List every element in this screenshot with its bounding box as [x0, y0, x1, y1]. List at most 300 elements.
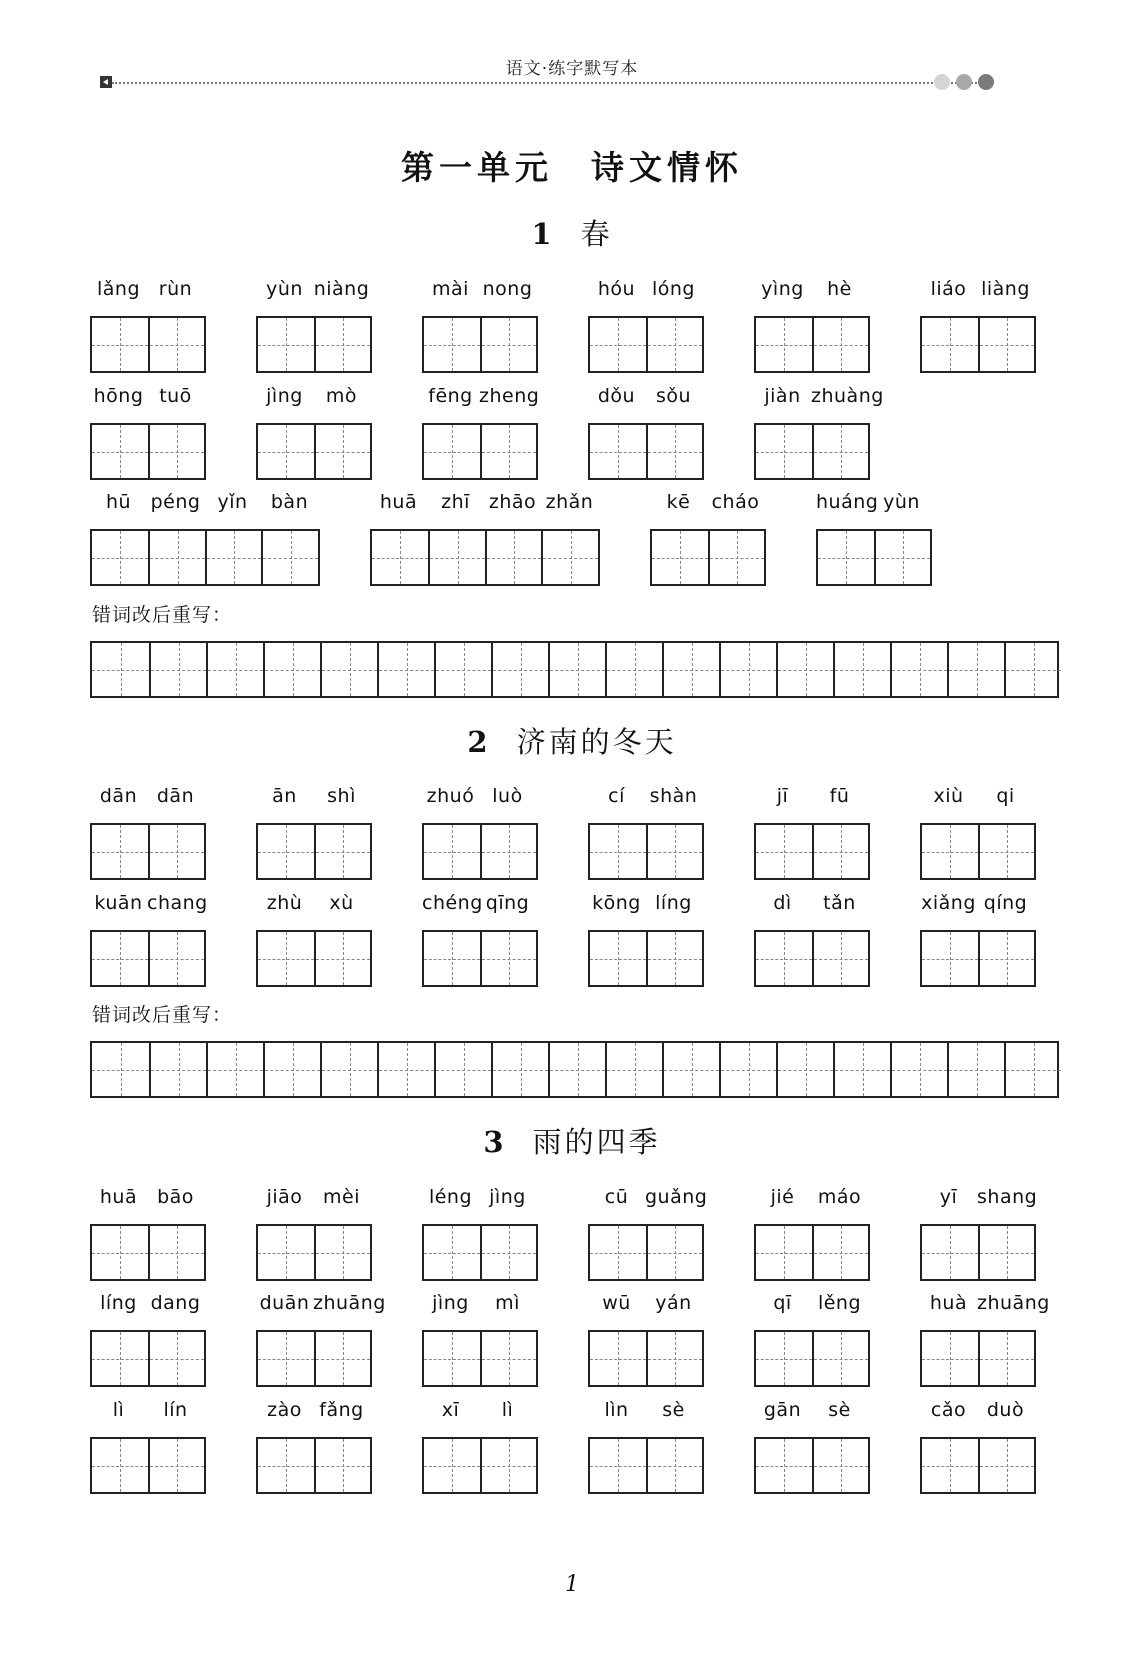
- lesson-title: [0, 720, 1144, 761]
- writing-boxes[interactable]: [588, 423, 704, 480]
- writing-boxes[interactable]: [422, 316, 538, 373]
- writing-boxes[interactable]: [90, 1437, 206, 1494]
- pinyin-group: [754, 1399, 868, 1429]
- writing-cell[interactable]: [148, 318, 204, 371]
- writing-boxes[interactable]: [754, 823, 870, 880]
- writing-cell[interactable]: [491, 643, 548, 696]
- writing-cell[interactable]: [776, 643, 833, 696]
- writing-cell[interactable]: [756, 318, 812, 371]
- pinyin-syllable: fǎng: [319, 1399, 364, 1421]
- writing-boxes[interactable]: [90, 1224, 206, 1281]
- pinyin-group: [90, 491, 318, 521]
- pinyin-group: [754, 785, 868, 815]
- writing-cell[interactable]: [978, 1226, 1034, 1279]
- pinyin-syllable: dān: [99, 785, 138, 807]
- writing-boxes[interactable]: [256, 823, 372, 880]
- writing-boxes[interactable]: [256, 1437, 372, 1494]
- pinyin-syllable: líng: [655, 892, 692, 914]
- writing-cell[interactable]: [756, 932, 812, 985]
- pinyin-group: [754, 278, 868, 308]
- writing-cell[interactable]: [922, 318, 978, 371]
- writing-cell[interactable]: [922, 825, 978, 878]
- writing-cell[interactable]: [314, 1332, 370, 1385]
- writing-cell[interactable]: [148, 1439, 204, 1492]
- writing-cell[interactable]: [978, 825, 1034, 878]
- writing-cell[interactable]: [978, 318, 1034, 371]
- writing-cell[interactable]: [548, 1043, 605, 1096]
- header-title: 语文·练字默写本: [505, 59, 639, 79]
- writing-cell[interactable]: [314, 1439, 370, 1492]
- pinyin-syllable: mài: [432, 278, 469, 300]
- writing-cell[interactable]: [646, 1439, 702, 1492]
- pinyin-syllable: xù: [329, 892, 354, 914]
- writing-cell[interactable]: [480, 825, 536, 878]
- writing-cell[interactable]: [756, 1439, 812, 1492]
- writing-cell[interactable]: [377, 1043, 434, 1096]
- pinyin-group: [920, 1186, 1038, 1216]
- pinyin-group: [920, 892, 1034, 922]
- pinyin-syllable: shì: [327, 785, 356, 807]
- writing-cell[interactable]: [148, 1226, 204, 1279]
- pinyin-syllable: jié: [770, 1186, 795, 1208]
- writing-cell[interactable]: [922, 1332, 978, 1385]
- lesson-name: 雨的四季: [532, 1125, 661, 1159]
- writing-boxes[interactable]: [588, 1437, 704, 1494]
- writing-cell[interactable]: [148, 1332, 204, 1385]
- writing-boxes[interactable]: [422, 423, 538, 480]
- writing-cell[interactable]: [833, 1043, 890, 1096]
- writing-cell[interactable]: [833, 643, 890, 696]
- writing-boxes[interactable]: [256, 316, 372, 373]
- writing-cell[interactable]: [1004, 643, 1061, 696]
- writing-cell[interactable]: [978, 1439, 1034, 1492]
- pinyin-syllable: liàng: [981, 278, 1030, 300]
- pinyin-group: [422, 785, 536, 815]
- pinyin-syllable: ān: [272, 785, 297, 807]
- writing-boxes[interactable]: [650, 529, 766, 586]
- pinyin-syllable: lóng: [651, 278, 695, 300]
- writing-cell[interactable]: [258, 425, 314, 478]
- pinyin-group: [588, 785, 702, 815]
- writing-boxes[interactable]: [588, 1330, 704, 1387]
- writing-cell[interactable]: [263, 643, 320, 696]
- writing-cell[interactable]: [320, 1043, 377, 1096]
- writing-boxes[interactable]: [256, 1224, 372, 1281]
- writing-cell[interactable]: [491, 1043, 548, 1096]
- writing-cell[interactable]: [424, 932, 480, 985]
- writing-cell[interactable]: [548, 643, 605, 696]
- pinyin-syllable: sè: [828, 1399, 851, 1421]
- writing-cell[interactable]: [320, 643, 377, 696]
- pinyin-group: [920, 1399, 1034, 1429]
- writing-boxes[interactable]: [90, 529, 320, 586]
- writing-cell[interactable]: [314, 1226, 370, 1279]
- writing-cell[interactable]: [978, 932, 1034, 985]
- writing-cell[interactable]: [646, 825, 702, 878]
- pinyin-group: [588, 385, 702, 415]
- writing-cell[interactable]: [590, 1332, 646, 1385]
- writing-cell[interactable]: [708, 531, 764, 584]
- correction-writing-row[interactable]: [90, 641, 1059, 698]
- writing-boxes[interactable]: [90, 823, 206, 880]
- pinyin-syllable: zhǎn: [545, 491, 594, 513]
- writing-boxes[interactable]: [588, 1224, 704, 1281]
- writing-cell[interactable]: [922, 1439, 978, 1492]
- writing-cell[interactable]: [149, 1043, 206, 1096]
- writing-cell[interactable]: [812, 932, 868, 985]
- pinyin-syllable: líng: [100, 1292, 137, 1314]
- pinyin-group: [422, 278, 536, 308]
- writing-cell[interactable]: [205, 531, 262, 584]
- writing-cell[interactable]: [590, 1439, 646, 1492]
- pinyin-syllable: chang: [147, 892, 208, 914]
- writing-cell[interactable]: [424, 425, 480, 478]
- pinyin-group: [754, 385, 884, 415]
- back-arrow-icon[interactable]: [100, 76, 112, 88]
- lesson-title: [0, 212, 1144, 253]
- writing-cell[interactable]: [541, 531, 598, 584]
- writing-boxes[interactable]: [816, 529, 932, 586]
- writing-cell[interactable]: [646, 1226, 702, 1279]
- writing-cell[interactable]: [92, 1439, 148, 1492]
- writing-cell[interactable]: [258, 1332, 314, 1385]
- writing-cell[interactable]: [812, 1226, 868, 1279]
- pinyin-syllable: zhāo: [488, 491, 537, 513]
- lesson-number: 2: [467, 725, 491, 759]
- pinyin-syllable: dì: [773, 892, 792, 914]
- pinyin-group: [256, 385, 370, 415]
- writing-cell[interactable]: [148, 825, 204, 878]
- writing-cell[interactable]: [756, 825, 812, 878]
- pinyin-group: [588, 1399, 702, 1429]
- pinyin-syllable: hè: [827, 278, 852, 300]
- writing-cell[interactable]: [149, 643, 206, 696]
- writing-cell[interactable]: [148, 531, 205, 584]
- writing-cell[interactable]: [890, 1043, 947, 1096]
- pinyin-syllable: lì: [112, 1399, 125, 1421]
- writing-cell[interactable]: [258, 932, 314, 985]
- writing-cell[interactable]: [756, 1226, 812, 1279]
- pinyin-syllable: tuō: [159, 385, 192, 407]
- writing-cell[interactable]: [92, 643, 149, 696]
- pinyin-syllable: wū: [602, 1292, 631, 1314]
- pinyin-syllable: mì: [495, 1292, 520, 1314]
- pinyin-syllable: tǎn: [823, 892, 856, 914]
- pinyin-syllable: luò: [492, 785, 523, 807]
- writing-cell[interactable]: [372, 531, 428, 584]
- writing-boxes[interactable]: [90, 423, 206, 480]
- header-dot-light: [934, 74, 950, 90]
- pinyin-syllable: lín: [163, 1399, 188, 1421]
- pinyin-syllable: huā: [99, 1186, 138, 1208]
- writing-boxes[interactable]: [754, 1437, 870, 1494]
- writing-cell[interactable]: [258, 1439, 314, 1492]
- writing-boxes[interactable]: [754, 1330, 870, 1387]
- writing-cell[interactable]: [314, 318, 370, 371]
- correction-label: 错词改后重写：: [92, 1004, 233, 1026]
- writing-cell[interactable]: [1004, 1043, 1061, 1096]
- pinyin-group: [422, 1186, 536, 1216]
- writing-cell[interactable]: [818, 531, 874, 584]
- writing-cell[interactable]: [424, 1439, 480, 1492]
- pinyin-syllable: máo: [817, 1186, 862, 1208]
- writing-cell[interactable]: [92, 1332, 148, 1385]
- pinyin-group: [422, 892, 536, 922]
- pinyin-syllable: sǒu: [655, 385, 692, 407]
- writing-cell[interactable]: [719, 643, 776, 696]
- pinyin-syllable: hóu: [597, 278, 636, 300]
- writing-cell[interactable]: [756, 1332, 812, 1385]
- writing-boxes[interactable]: [90, 930, 206, 987]
- page-number: 1: [565, 1572, 579, 1597]
- pinyin-syllable: xī: [441, 1399, 460, 1421]
- writing-cell[interactable]: [480, 318, 536, 371]
- writing-cell[interactable]: [812, 1332, 868, 1385]
- writing-cell[interactable]: [258, 318, 314, 371]
- writing-cell[interactable]: [314, 825, 370, 878]
- pinyin-syllable: shàn: [649, 785, 698, 807]
- writing-cell[interactable]: [258, 825, 314, 878]
- pinyin-syllable: cǎo: [930, 1399, 967, 1421]
- pinyin-syllable: fēng: [428, 385, 473, 407]
- writing-cell[interactable]: [261, 531, 318, 584]
- writing-cell[interactable]: [646, 1332, 702, 1385]
- pinyin-group: [256, 1399, 370, 1429]
- writing-cell[interactable]: [605, 643, 662, 696]
- writing-cell[interactable]: [480, 1332, 536, 1385]
- pinyin-syllable: liáo: [930, 278, 967, 300]
- writing-boxes[interactable]: [920, 1330, 1036, 1387]
- writing-boxes[interactable]: [920, 823, 1036, 880]
- writing-cell[interactable]: [590, 425, 646, 478]
- writing-cell[interactable]: [148, 425, 204, 478]
- writing-cell[interactable]: [922, 1226, 978, 1279]
- pinyin-syllable: dān: [156, 785, 195, 807]
- writing-cell[interactable]: [874, 531, 930, 584]
- writing-cell[interactable]: [92, 1043, 149, 1096]
- writing-cell[interactable]: [812, 318, 868, 371]
- pinyin-syllable: lǎng: [96, 278, 141, 300]
- pinyin-group: [754, 892, 868, 922]
- writing-cell[interactable]: [258, 1226, 314, 1279]
- writing-cell[interactable]: [434, 1043, 491, 1096]
- writing-cell[interactable]: [485, 531, 542, 584]
- pinyin-syllable: xiǎng: [921, 892, 976, 914]
- writing-boxes[interactable]: [588, 823, 704, 880]
- writing-cell[interactable]: [263, 1043, 320, 1096]
- correction-writing-row[interactable]: [90, 1041, 1059, 1098]
- writing-boxes[interactable]: [920, 1437, 1036, 1494]
- writing-cell[interactable]: [590, 825, 646, 878]
- pinyin-group: [90, 892, 208, 922]
- writing-cell[interactable]: [978, 1332, 1034, 1385]
- writing-cell[interactable]: [424, 318, 480, 371]
- writing-cell[interactable]: [662, 643, 719, 696]
- pinyin-syllable: dang: [150, 1292, 201, 1314]
- pinyin-group: [256, 278, 370, 308]
- writing-boxes[interactable]: [920, 930, 1036, 987]
- pinyin-syllable: qīng: [485, 892, 530, 914]
- writing-cell[interactable]: [719, 1043, 776, 1096]
- pinyin-group: [754, 1186, 868, 1216]
- pinyin-syllable: hōng: [93, 385, 144, 407]
- pinyin-syllable: mò: [325, 385, 358, 407]
- writing-cell[interactable]: [92, 531, 148, 584]
- pinyin-group: [920, 1292, 1050, 1322]
- pinyin-group: [920, 278, 1034, 308]
- writing-cell[interactable]: [776, 1043, 833, 1096]
- writing-boxes[interactable]: [422, 1330, 538, 1387]
- pinyin-syllable: jìng: [489, 1186, 526, 1208]
- writing-cell[interactable]: [428, 531, 485, 584]
- writing-cell[interactable]: [148, 932, 204, 985]
- writing-boxes[interactable]: [920, 1224, 1036, 1281]
- writing-cell[interactable]: [812, 425, 868, 478]
- writing-cell[interactable]: [206, 643, 263, 696]
- pinyin-syllable: guǎng: [645, 1186, 708, 1208]
- writing-boxes[interactable]: [90, 1330, 206, 1387]
- pinyin-syllable: lìn: [604, 1399, 629, 1421]
- writing-cell[interactable]: [590, 318, 646, 371]
- pinyin-syllable: lěng: [817, 1292, 862, 1314]
- writing-boxes[interactable]: [422, 930, 538, 987]
- pinyin-syllable: kē: [666, 491, 691, 513]
- writing-boxes[interactable]: [256, 423, 372, 480]
- writing-cell[interactable]: [947, 643, 1004, 696]
- pinyin-group: [816, 491, 930, 521]
- writing-cell[interactable]: [756, 425, 812, 478]
- writing-cell[interactable]: [812, 825, 868, 878]
- writing-cell[interactable]: [480, 425, 536, 478]
- pinyin-syllable: bāo: [157, 1186, 194, 1208]
- pinyin-group: [754, 1292, 868, 1322]
- pinyin-syllable: duān: [259, 1292, 310, 1314]
- writing-cell[interactable]: [377, 643, 434, 696]
- pinyin-group: [422, 1399, 536, 1429]
- pinyin-syllable: kuān: [94, 892, 143, 914]
- writing-cell[interactable]: [662, 1043, 719, 1096]
- writing-cell[interactable]: [424, 1226, 480, 1279]
- lesson-title: [0, 1120, 1144, 1161]
- pinyin-syllable: dǒu: [597, 385, 636, 407]
- pinyin-syllable: zheng: [479, 385, 540, 407]
- pinyin-group: [90, 1186, 204, 1216]
- pinyin-syllable: yìng: [761, 278, 804, 300]
- pinyin-syllable: shang: [977, 1186, 1038, 1208]
- pinyin-syllable: huáng: [816, 491, 879, 513]
- pinyin-syllable: nong: [482, 278, 533, 300]
- pinyin-group: [90, 785, 204, 815]
- writing-cell[interactable]: [652, 531, 708, 584]
- writing-cell[interactable]: [206, 1043, 263, 1096]
- unit-title: 第一单元 诗文情怀: [401, 148, 743, 187]
- pinyin-syllable: cháo: [711, 491, 760, 513]
- writing-cell[interactable]: [92, 425, 148, 478]
- pinyin-group: [588, 892, 702, 922]
- writing-boxes[interactable]: [422, 823, 538, 880]
- pinyin-syllable: yán: [655, 1292, 692, 1314]
- writing-cell[interactable]: [480, 1439, 536, 1492]
- pinyin-group: [90, 1292, 204, 1322]
- pinyin-syllable: niàng: [313, 278, 370, 300]
- pinyin-group: [90, 385, 204, 415]
- writing-cell[interactable]: [424, 825, 480, 878]
- writing-boxes[interactable]: [754, 423, 870, 480]
- writing-cell[interactable]: [922, 932, 978, 985]
- writing-cell[interactable]: [314, 425, 370, 478]
- writing-boxes[interactable]: [754, 930, 870, 987]
- writing-cell[interactable]: [480, 1226, 536, 1279]
- pinyin-group: [256, 1292, 386, 1322]
- pinyin-syllable: rùn: [158, 278, 193, 300]
- pinyin-syllable: zào: [267, 1399, 302, 1421]
- pinyin-syllable: bàn: [270, 491, 309, 513]
- pinyin-syllable: léng: [428, 1186, 473, 1208]
- lesson-number: 3: [483, 1125, 507, 1159]
- pinyin-syllable: xiù: [933, 785, 964, 807]
- writing-cell[interactable]: [434, 643, 491, 696]
- pinyin-group: [920, 785, 1034, 815]
- pinyin-syllable: sè: [662, 1399, 685, 1421]
- pinyin-group: [90, 278, 204, 308]
- pinyin-syllable: huā: [379, 491, 418, 513]
- writing-cell[interactable]: [947, 1043, 1004, 1096]
- pinyin-syllable: cí: [608, 785, 625, 807]
- writing-boxes[interactable]: [256, 930, 372, 987]
- writing-cell[interactable]: [92, 932, 148, 985]
- writing-cell[interactable]: [890, 643, 947, 696]
- writing-boxes[interactable]: [90, 316, 206, 373]
- writing-boxes[interactable]: [754, 1224, 870, 1281]
- writing-boxes[interactable]: [588, 930, 704, 987]
- writing-boxes[interactable]: [588, 316, 704, 373]
- writing-cell[interactable]: [92, 318, 148, 371]
- writing-boxes[interactable]: [256, 1330, 372, 1387]
- writing-cell[interactable]: [92, 1226, 148, 1279]
- writing-cell[interactable]: [646, 318, 702, 371]
- pinyin-group: [370, 491, 598, 521]
- writing-cell[interactable]: [590, 932, 646, 985]
- writing-boxes[interactable]: [754, 316, 870, 373]
- writing-cell[interactable]: [480, 932, 536, 985]
- pinyin-group: [256, 892, 370, 922]
- writing-cell[interactable]: [605, 1043, 662, 1096]
- pinyin-group: [256, 1186, 370, 1216]
- pinyin-syllable: yùn: [266, 278, 303, 300]
- writing-cell[interactable]: [92, 825, 148, 878]
- writing-boxes[interactable]: [920, 316, 1036, 373]
- pinyin-syllable: jiàn: [764, 385, 801, 407]
- writing-cell[interactable]: [646, 425, 702, 478]
- pinyin-syllable: zhuāng: [977, 1292, 1050, 1314]
- pinyin-group: [588, 1186, 708, 1216]
- writing-boxes[interactable]: [422, 1437, 538, 1494]
- pinyin-syllable: zhuāng: [313, 1292, 386, 1314]
- lesson-name: 春: [580, 217, 613, 251]
- writing-cell[interactable]: [314, 932, 370, 985]
- pinyin-group: [256, 785, 370, 815]
- pinyin-syllable: kōng: [592, 892, 641, 914]
- writing-boxes[interactable]: [422, 1224, 538, 1281]
- pinyin-syllable: qī: [773, 1292, 792, 1314]
- writing-cell[interactable]: [590, 1226, 646, 1279]
- pinyin-syllable: péng: [150, 491, 201, 513]
- writing-boxes[interactable]: [370, 529, 600, 586]
- pinyin-group: [588, 1292, 702, 1322]
- writing-cell[interactable]: [424, 1332, 480, 1385]
- writing-cell[interactable]: [812, 1439, 868, 1492]
- writing-cell[interactable]: [646, 932, 702, 985]
